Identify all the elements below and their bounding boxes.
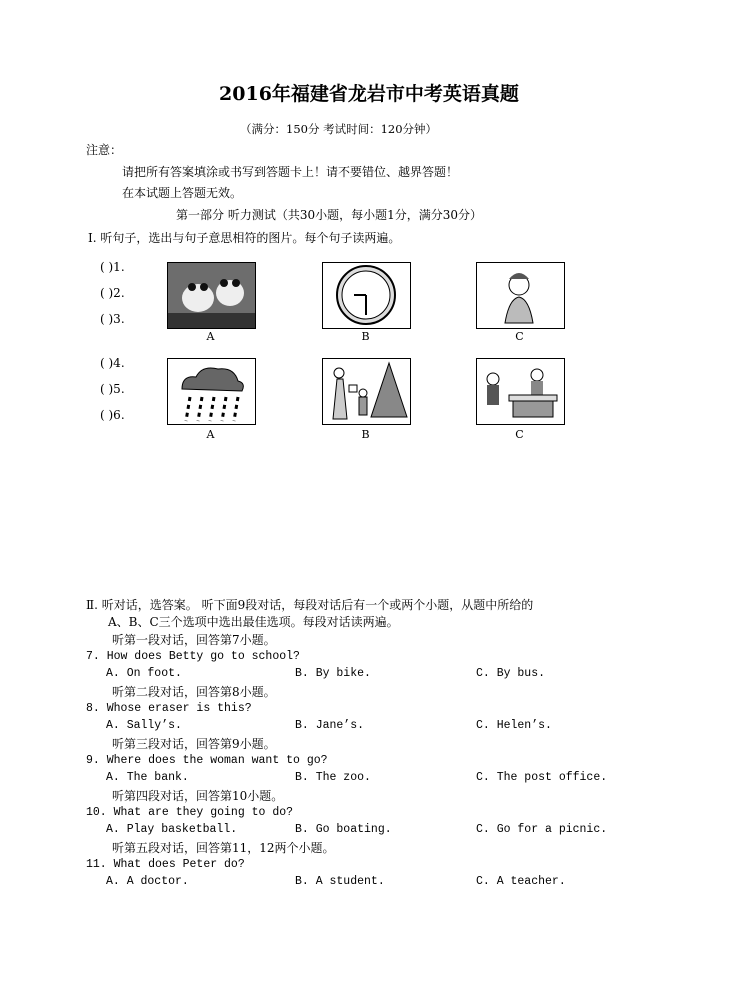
option-label: A — [206, 330, 215, 343]
question-text: 9. Where does the woman want to go? — [86, 754, 328, 767]
section1-instruction: Ⅰ. 听句子，选出与句子意思相符的图片。每个句子读两遍。 — [88, 231, 401, 245]
notice-line: 请把所有答案填涂或书写到答题卡上！请不要错位、越界答题！ — [122, 165, 459, 179]
dialogue-intro: 听第三段对话，回答第9小题。 — [112, 737, 276, 751]
option-b: B. A student. — [295, 875, 385, 888]
option-b: B. Jane’s. — [295, 719, 365, 732]
option-b: B. Go boating. — [295, 823, 392, 836]
sick-boy-picture — [476, 262, 565, 329]
option-a: A. A doctor. — [106, 875, 189, 888]
dialogue-intro: 听第一段对话，回答第7小题。 — [112, 633, 276, 647]
option-a: A. On foot. — [106, 667, 182, 680]
option-label: B — [361, 428, 370, 441]
part-heading: 第一部分 听力测试（共30小题，每小题1分，满分30分） — [176, 208, 482, 222]
option-label: C — [515, 428, 524, 441]
option-label: A — [206, 428, 215, 441]
option-c: C. A teacher. — [476, 875, 566, 888]
pandas-picture — [167, 262, 256, 329]
answer-marker: ( )3. — [100, 312, 125, 326]
option-c: C. Helen’s. — [476, 719, 552, 732]
dialogue-intro: 听第二段对话，回答第8小题。 — [112, 685, 276, 699]
option-c: C. Go for a picnic. — [476, 823, 608, 836]
notice-line: 在本试题上答题无效。 — [122, 186, 243, 200]
question-text: 8. Whose eraser is this? — [86, 702, 252, 715]
rain-picture — [167, 358, 256, 425]
option-b: B. By bike. — [295, 667, 371, 680]
option-c: C. The post office. — [476, 771, 608, 784]
answer-marker: ( )2. — [100, 286, 125, 300]
christmas-picture — [322, 358, 411, 425]
question-text: 11. What does Peter do? — [86, 858, 245, 871]
subtitle: （满分：150分 考试时间：120分钟） — [240, 122, 438, 136]
desk-picture — [476, 358, 565, 425]
section2-instruction: A、B、C三个选项中选出最佳选项。每段对话读两遍。 — [108, 615, 399, 629]
question-text: 10. What are they going to do? — [86, 806, 294, 819]
option-a: A. Sally’s. — [106, 719, 182, 732]
answer-marker: ( )6. — [100, 408, 125, 422]
notice-label: 注意： — [86, 143, 123, 157]
dialogue-intro: 听第四段对话，回答第10小题。 — [112, 789, 284, 803]
option-a: A. The bank. — [106, 771, 189, 784]
option-c: C. By bus. — [476, 667, 546, 680]
option-b: B. The zoo. — [295, 771, 371, 784]
answer-marker: ( )5. — [100, 382, 125, 396]
clock-picture — [322, 262, 411, 329]
answer-marker: ( )1. — [100, 260, 125, 274]
dialogue-intro: 听第五段对话，回答第11，12两个小题。 — [112, 841, 335, 855]
page-title: 2016年福建省龙岩市中考英语真题 — [219, 83, 519, 105]
section2-instruction: Ⅱ. 听对话，选答案。 听下面9段对话，每段对话后有一个或两个小题，从题中所给的 — [86, 598, 534, 612]
question-text: 7. How does Betty go to school? — [86, 650, 300, 663]
option-a: A. Play basketball. — [106, 823, 238, 836]
answer-marker: ( )4. — [100, 356, 125, 370]
option-label: B — [361, 330, 370, 343]
option-label: C — [515, 330, 524, 343]
